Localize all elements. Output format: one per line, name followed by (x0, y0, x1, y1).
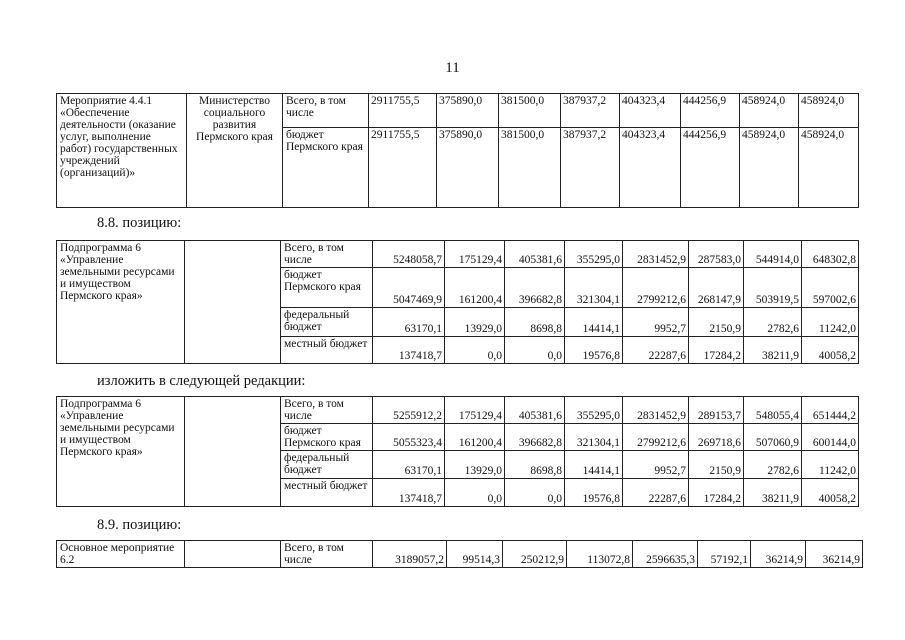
value-cell: 2150,9 (689, 451, 744, 479)
value-cell: 0,0 (505, 337, 565, 364)
value-cell: 36214,9 (751, 541, 806, 568)
heading-8-8: 8.8. позицию: (97, 215, 182, 231)
value-cell: 17284,2 (689, 337, 744, 364)
value-cell: 2596635,3 (633, 541, 698, 568)
empty-cell (185, 241, 281, 364)
value-cell: 0,0 (445, 337, 505, 364)
value-cell: 2831452,9 (623, 397, 689, 424)
value-cell: 175129,4 (445, 397, 505, 424)
value-cell: 381500,0 (499, 94, 561, 128)
value-cell: 38211,9 (744, 479, 802, 507)
value-cell: 2782,6 (744, 308, 802, 337)
value-cell: 321304,1 (565, 268, 623, 308)
row-label: Всего, в том числе (281, 541, 373, 568)
value-cell: 63170,1 (373, 308, 445, 337)
value-cell: 40058,2 (802, 337, 859, 364)
value-cell: 137418,7 (373, 337, 445, 364)
value-cell: 9952,7 (623, 308, 689, 337)
value-cell: 444256,9 (681, 94, 740, 128)
value-cell: 57192,1 (698, 541, 751, 568)
value-cell: 8698,8 (505, 308, 565, 337)
value-cell: 38211,9 (744, 337, 802, 364)
table-main-measure-6-2 (56, 540, 863, 568)
value-cell: 387937,2 (561, 94, 620, 128)
row-label: Всего, в том числе (281, 241, 373, 268)
row-label: Всего, в том числе (283, 94, 369, 128)
value-cell: 396682,8 (505, 268, 565, 308)
value-cell: 63170,1 (373, 451, 445, 479)
subprogram-name-cell: Подпрограмма 6 «Управление земельными ресурсами и имуществом Пермского края» (57, 241, 185, 364)
value-cell: 651444,2 (802, 397, 859, 424)
value-cell: 2150,9 (689, 308, 744, 337)
ministry-cell: Министерство социального развития Пермского края (187, 94, 283, 208)
value-cell: 0,0 (445, 479, 505, 507)
value-cell: 396682,8 (505, 424, 565, 451)
value-cell: 287583,0 (689, 241, 744, 268)
value-cell: 404323,4 (620, 128, 681, 208)
value-cell: 321304,1 (565, 424, 623, 451)
row-label: бюджет Пермского края (283, 128, 369, 208)
value-cell: 14414,1 (565, 308, 623, 337)
measure-name-cell: Мероприятие 4.4.1 «Обеспечение деятельности (оказание услуг, выполнение работ) государственных учреждений (организаций)» (57, 94, 187, 208)
row-label: местный бюджет (281, 337, 373, 364)
value-cell: 387937,2 (561, 128, 620, 208)
value-cell: 17284,2 (689, 479, 744, 507)
value-cell: 5055323,4 (373, 424, 445, 451)
value-cell: 458924,0 (740, 128, 799, 208)
value-cell: 269718,6 (689, 424, 744, 451)
row-label: бюджет Пермского края (281, 424, 373, 451)
value-cell: 161200,4 (445, 268, 505, 308)
table-measure-4-4-1 (56, 93, 859, 208)
value-cell: 5248058,7 (373, 241, 445, 268)
heading-new-edition: изложить в следующей редакции: (97, 373, 306, 389)
row-label: местный бюджет (281, 479, 373, 507)
measure-name-cell: Основное мероприятие 6.2 (57, 541, 185, 568)
value-cell: 2782,6 (744, 451, 802, 479)
row-label: Всего, в том числе (281, 397, 373, 424)
value-cell: 381500,0 (499, 128, 561, 208)
value-cell: 161200,4 (445, 424, 505, 451)
value-cell: 355295,0 (565, 397, 623, 424)
value-cell: 250212,9 (503, 541, 567, 568)
value-cell: 458924,0 (740, 94, 799, 128)
empty-cell (185, 397, 281, 507)
value-cell: 503919,5 (744, 268, 802, 308)
value-cell: 268147,9 (689, 268, 744, 308)
heading-8-9: 8.9. позицию: (97, 517, 182, 533)
value-cell: 5047469,9 (373, 268, 445, 308)
value-cell: 548055,4 (744, 397, 802, 424)
page-number: 11 (445, 60, 460, 76)
empty-cell (185, 541, 281, 568)
value-cell: 175129,4 (445, 241, 505, 268)
value-cell: 355295,0 (565, 241, 623, 268)
row-label: бюджет Пермского края (281, 268, 373, 308)
value-cell: 404323,4 (620, 94, 681, 128)
value-cell: 137418,7 (373, 479, 445, 507)
value-cell: 2911755,5 (369, 94, 437, 128)
value-cell: 99514,3 (447, 541, 503, 568)
value-cell: 544914,0 (744, 241, 802, 268)
table-subprogram-6-old (56, 240, 859, 364)
value-cell: 113072,8 (567, 541, 633, 568)
value-cell: 22287,6 (623, 337, 689, 364)
value-cell: 2799212,6 (623, 424, 689, 451)
value-cell: 375890,0 (437, 128, 499, 208)
value-cell: 597002,6 (802, 268, 859, 308)
value-cell: 22287,6 (623, 479, 689, 507)
value-cell: 405381,6 (505, 241, 565, 268)
value-cell: 19576,8 (565, 479, 623, 507)
value-cell: 8698,8 (505, 451, 565, 479)
value-cell: 13929,0 (445, 451, 505, 479)
value-cell: 40058,2 (802, 479, 859, 507)
value-cell: 405381,6 (505, 397, 565, 424)
value-cell: 3189057,2 (373, 541, 447, 568)
value-cell: 11242,0 (802, 451, 859, 479)
value-cell: 11242,0 (802, 308, 859, 337)
row-label: федеральный бюджет (281, 308, 373, 337)
value-cell: 14414,1 (565, 451, 623, 479)
value-cell: 648302,8 (802, 241, 859, 268)
table-subprogram-6-new (56, 396, 859, 507)
value-cell: 2799212,6 (623, 268, 689, 308)
value-cell: 2831452,9 (623, 241, 689, 268)
value-cell: 458924,0 (799, 94, 859, 128)
value-cell: 507060,9 (744, 424, 802, 451)
subprogram-name-cell: Подпрограмма 6 «Управление земельными ресурсами и имуществом Пермского края» (57, 397, 185, 507)
value-cell: 13929,0 (445, 308, 505, 337)
value-cell: 458924,0 (799, 128, 859, 208)
value-cell: 36214,9 (806, 541, 863, 568)
value-cell: 0,0 (505, 479, 565, 507)
value-cell: 5255912,2 (373, 397, 445, 424)
value-cell: 9952,7 (623, 451, 689, 479)
value-cell: 444256,9 (681, 128, 740, 208)
row-label: федеральный бюджет (281, 451, 373, 479)
value-cell: 19576,8 (565, 337, 623, 364)
value-cell: 2911755,5 (369, 128, 437, 208)
value-cell: 289153,7 (689, 397, 744, 424)
value-cell: 375890,0 (437, 94, 499, 128)
value-cell: 600144,0 (802, 424, 859, 451)
